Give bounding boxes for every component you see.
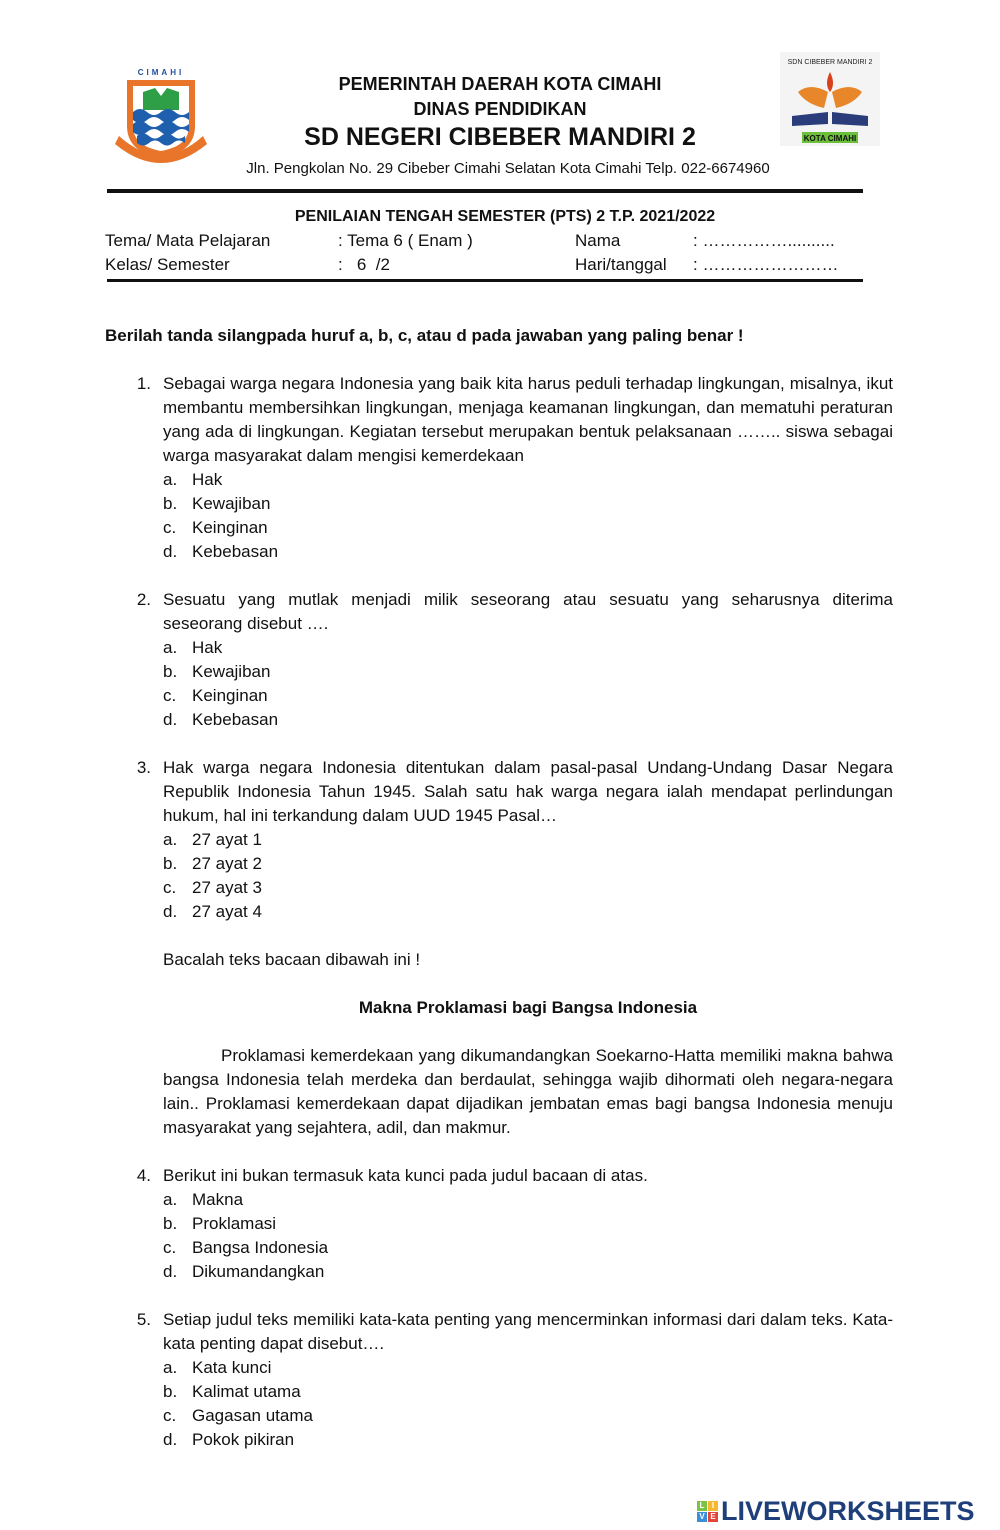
answer-option[interactable] (163, 828, 893, 852)
question (105, 1308, 893, 1452)
option-text: 27 ayat 2 (192, 854, 262, 873)
option-letter: d. (163, 902, 178, 921)
option-letter: d. (163, 710, 178, 729)
answer-option[interactable] (163, 684, 893, 708)
brand-text: LIVEWORKSHEETS (721, 1496, 975, 1526)
option-letter: b. (163, 494, 178, 513)
option-letter: d. (163, 1262, 178, 1281)
option-letter: a. (163, 830, 178, 849)
answer-option[interactable] (163, 1428, 893, 1452)
answer-option[interactable] (163, 540, 893, 564)
date-field[interactable]: : …………………… (693, 255, 839, 274)
answer-option[interactable] (163, 492, 893, 516)
reading-title: Makna Proklamasi bagi Bangsa Indonesia (358, 998, 698, 1017)
option-letter: b. (163, 1382, 178, 1401)
option-letter: b. (163, 1214, 178, 1233)
instruction: Berilah tanda silangpada huruf a, b, c, atau d pada jawaban yang paling benar ! (105, 326, 744, 345)
answer-option[interactable] (163, 468, 893, 492)
name-field[interactable]: : …………….......... (693, 231, 835, 250)
option-text: Keinginan (192, 518, 268, 537)
value-subject: : Tema 6 ( Enam ) (338, 231, 473, 250)
option-text: Hak (192, 470, 223, 489)
option-text: 27 ayat 4 (192, 902, 262, 921)
option-letter: c. (163, 518, 177, 537)
option-text: Kewajiban (192, 494, 271, 513)
option-text: 27 ayat 3 (192, 878, 262, 897)
option-letter: c. (163, 1238, 177, 1257)
option-text: Kebebasan (192, 710, 279, 729)
answer-option[interactable] (163, 708, 893, 732)
exam-title: PENILAIAN TENGAH SEMESTER (PTS) 2 T.P. 2021/2022 (294, 208, 716, 225)
question-text: Hak warga negara Indonesia ditentukan dalam pasal-pasal Undang-Undang Dasar Negara Republik Indonesia Tahun 1945. Salah satu hak warga negara ialah mendapat perlindungan hukum, hal ini terkandung dalam UUD 1945 Pasal… (163, 758, 893, 825)
question-number: 4. (136, 1166, 151, 1185)
option-text: Pokok pikiran (192, 1430, 295, 1449)
question-text: Sebagai warga negara Indonesia yang baik kita harus peduli terhadap lingkungan, misalnya, ikut membantu membersihkan lingkungan, menjaga keamanan lingkungan, dan mematuhi peraturan yang ada di lingkungan. Kegiatan tersebut merupakan bentuk pelaksanaan …….. siswa sebagai warga masyarakat dalam mengisi kemerdekaan (163, 374, 893, 465)
liveworksheets-logo (697, 1496, 975, 1527)
option-text: Gagasan utama (192, 1406, 313, 1425)
option-text: Proklamasi (192, 1214, 277, 1233)
option-letter: c. (163, 878, 177, 897)
option-text: Kebebasan (192, 542, 279, 561)
answer-option[interactable] (163, 636, 893, 660)
question-group (105, 1164, 893, 1452)
question-group (105, 372, 893, 924)
svg-text:SDN CIBEBER MANDIRI 2: SDN CIBEBER MANDIRI 2 (787, 59, 873, 66)
answer-option[interactable] (163, 1212, 893, 1236)
exam-content (105, 324, 893, 1476)
option-letter: c. (163, 1406, 177, 1425)
question-text: Setiap judul teks memiliki kata-kata penting yang mencerminkan informasi dari dalam teks. Kata-kata penting dapat disebut…. (163, 1310, 893, 1353)
option-letter: a. (163, 470, 178, 489)
header-department: DINAS PENDIDIKAN (413, 99, 587, 119)
question-text: Berikut ini bukan termasuk kata kunci pada judul bacaan di atas. (163, 1166, 648, 1185)
option-letter: d. (163, 542, 178, 561)
answer-option[interactable] (163, 516, 893, 540)
label-date: Hari/tanggal (575, 255, 667, 274)
svg-text:KOTA CIMAHI: KOTA CIMAHI (803, 134, 857, 143)
value-class: : 6 /2 (338, 255, 390, 274)
header-school-name: SD NEGERI CIBEBER MANDIRI 2 (304, 123, 696, 151)
question (105, 1164, 893, 1284)
option-letter: a. (163, 1358, 178, 1377)
svg-text:CIMAHI: CIMAHI (137, 68, 185, 77)
option-text: Hak (192, 638, 223, 657)
option-text: Makna (192, 1190, 244, 1209)
answer-option[interactable] (163, 1356, 893, 1380)
option-letter: c. (163, 686, 177, 705)
live-badge: L I V E (697, 1501, 718, 1522)
question-number: 2. (136, 590, 151, 609)
question-number: 5. (136, 1310, 151, 1329)
option-text: 27 ayat 1 (192, 830, 262, 849)
option-text: Kewajiban (192, 662, 271, 681)
option-letter: d. (163, 1430, 178, 1449)
label-name: Nama (575, 231, 621, 250)
question-number: 1. (136, 374, 151, 393)
option-text: Kata kunci (192, 1358, 272, 1377)
question (105, 756, 893, 924)
answer-option[interactable] (163, 900, 893, 924)
info-rule (107, 279, 863, 282)
option-letter: b. (163, 854, 178, 873)
header-address: Jln. Pengkolan No. 29 Cibeber Cimahi Selatan Kota Cimahi Telp. 022-6674960 (246, 160, 770, 177)
reading-passage: Proklamasi kemerdekaan yang dikumandangkan Soekarno-Hatta memiliki makna bahwa bangsa Indonesia telah merdeka dan berdaulat, sehingga wajib dihormati oleh negara-negara lain.. Proklamasi kemerdekaan dapat dijadikan jembatan emas bagi bangsa Indonesia menuju masyarakat yang sejahtera, adil, dan makmur. (163, 1046, 893, 1137)
question-number: 3. (136, 758, 151, 777)
answer-option[interactable] (163, 852, 893, 876)
answer-option[interactable] (163, 1188, 893, 1212)
option-text: Bangsa Indonesia (192, 1238, 329, 1257)
option-text: Dikumandangkan (192, 1262, 325, 1281)
question (105, 588, 893, 732)
question (105, 372, 893, 564)
option-letter: b. (163, 662, 178, 681)
question-text: Sesuatu yang mutlak menjadi milik seseorang atau sesuatu yang seharusnya diterima seseorang disebut …. (163, 590, 893, 633)
label-subject: Tema/ Mata Pelajaran (105, 231, 271, 250)
option-letter: a. (163, 638, 178, 657)
label-class: Kelas/ Semester (105, 255, 230, 274)
answer-option[interactable] (163, 1380, 893, 1404)
answer-option[interactable] (163, 876, 893, 900)
answer-option[interactable] (163, 1404, 893, 1428)
answer-option[interactable] (163, 1236, 893, 1260)
header-government: PEMERINTAH DAERAH KOTA CIMAHI (338, 74, 662, 94)
reading-instruction: Bacalah teks bacaan dibawah ini ! (163, 950, 421, 969)
option-text: Kalimat utama (192, 1382, 301, 1401)
option-letter: a. (163, 1190, 178, 1209)
header-rule (107, 189, 863, 193)
option-text: Keinginan (192, 686, 268, 705)
answer-option[interactable] (163, 660, 893, 684)
answer-option[interactable] (163, 1260, 893, 1284)
